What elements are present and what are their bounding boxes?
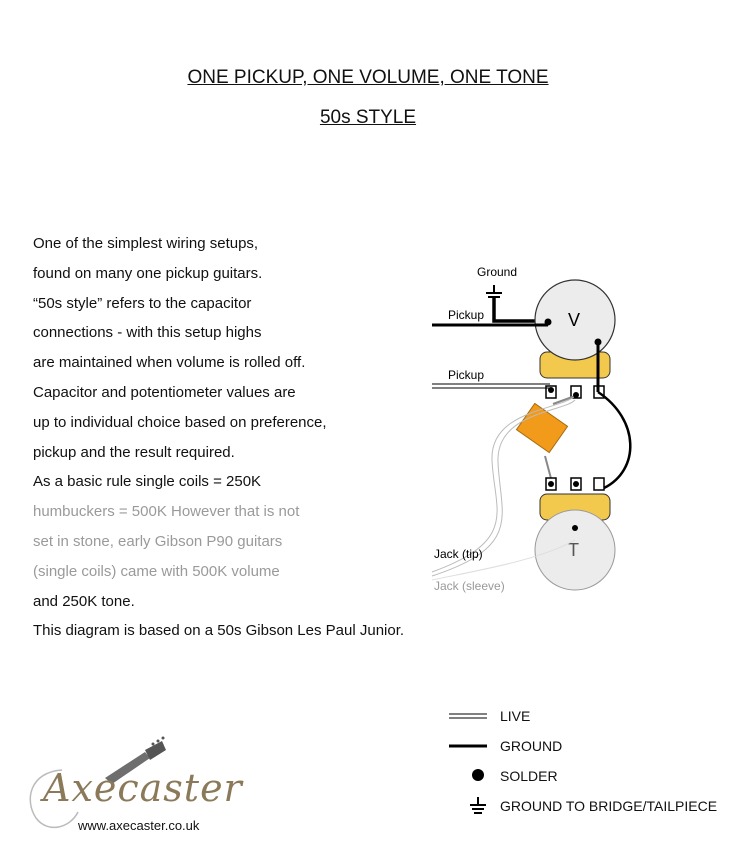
description-line: (single coils) came with 500K volume: [33, 562, 280, 580]
description-line: up to individual choice based on preference,: [33, 413, 327, 431]
description-line: This diagram is based on a 50s Gibson Les Paul Junior.: [33, 622, 405, 640]
solder-point: [545, 319, 552, 326]
description-line: “50s style” refers to the capacitor: [33, 294, 252, 312]
jack-tip-label: Jack (tip): [434, 547, 483, 561]
ground-symbol-icon: [445, 796, 489, 816]
solder-point: [572, 525, 578, 531]
page-subtitle: 50s STYLE: [319, 107, 417, 128]
legend-solder: [445, 766, 735, 786]
tone-lug-3: [594, 478, 604, 490]
tone-pot-label: T: [568, 540, 579, 560]
capacitor: [516, 403, 567, 452]
ground-symbol-icon: [486, 285, 502, 297]
live-wire-icon: [445, 706, 489, 726]
pickup-label-1: Pickup: [448, 308, 485, 322]
ground-wire-icon: [445, 736, 489, 756]
brand-logo: Axecaster: [43, 766, 243, 810]
description-line: and 250K tone.: [33, 592, 135, 610]
description-line: set in stone, early Gibson P90 guitars: [33, 532, 283, 550]
brand-url: www.axecaster.co.uk: [78, 818, 200, 833]
solder-dot-icon: [445, 766, 489, 786]
solder-point: [548, 387, 554, 393]
legend-live: [445, 706, 735, 726]
solder-point: [595, 339, 602, 346]
description-line: One of the simplest wiring setups,: [33, 235, 259, 252]
legend-ground-bridge: [445, 796, 735, 816]
solder-point: [573, 481, 579, 487]
volume-pot: [535, 280, 615, 398]
legend-ground: [445, 736, 735, 756]
description-line: found on many one pickup guitars.: [33, 264, 263, 282]
ground-label: Ground: [477, 265, 518, 279]
legend-solder-label: SOLDER: [500, 768, 558, 784]
description-line: As a basic rule single coils = 250K: [33, 473, 262, 491]
pot-ground-wire: [598, 392, 630, 488]
description-line: connections - with this setup highs: [33, 324, 262, 342]
description-line: Capacitor and potentiometer values are: [33, 383, 296, 401]
volume-pot-label: V: [568, 310, 581, 330]
legend-live-label: LIVE: [500, 708, 531, 724]
page-title: ONE PICKUP, ONE VOLUME, ONE TONE: [187, 67, 549, 88]
tone-pot: [535, 478, 615, 590]
description-line: humbuckers = 500K However that is not: [33, 503, 300, 521]
pickup-label-2: Pickup: [448, 368, 485, 382]
legend-ground-label: GROUND: [500, 738, 563, 754]
legend-ground-bridge-label: GROUND TO BRIDGE/TAILPIECE: [500, 798, 718, 814]
description-line: are maintained when volume is rolled off.: [33, 354, 306, 372]
description-line: pickup and the result required.: [33, 443, 235, 461]
solder-point: [573, 392, 579, 398]
solder-point: [548, 481, 554, 487]
jack-sleeve-label: Jack (sleeve): [434, 579, 505, 593]
